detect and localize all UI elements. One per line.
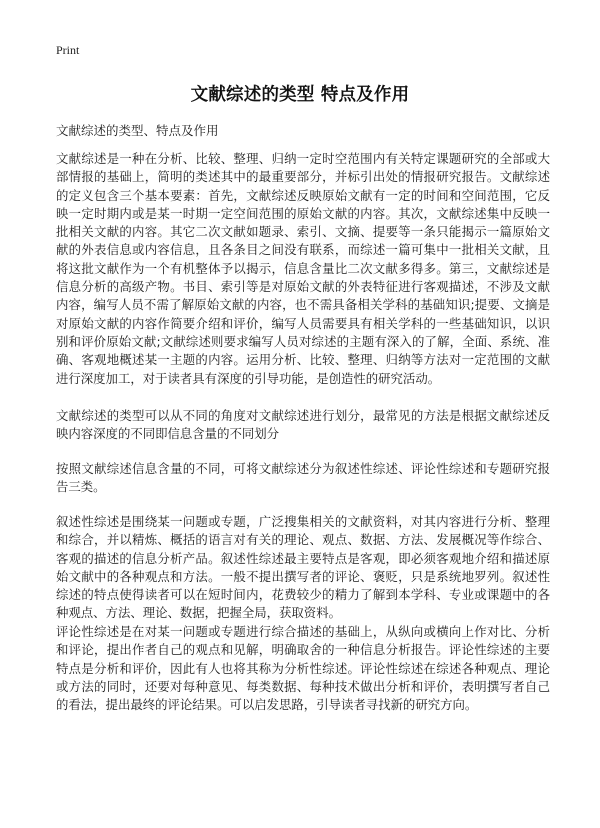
paragraph-definition: 文献综述是一种在分析、比较、整理、归纳一定时空范围内有关特定课题研究的全部或大部情报的基础上，简明的类述其中的最重要部分，并标引出处的情报研究报告。文献综述的定义包含三个基本要素：首先，文献综述反映原始文献有一定的时间和空间范围，它反映一定时期内或是某一时期一定空间范围的原始文献的内容。其次，文献综述集中反映一批相关文献的内容。其它二次文献如题录、索引、文摘、提要等一条只能揭示一篇原始文献的外表信息或内容信息，且各条目之间没有联系，而综述一篇可集中一批相关文献，且将这批文献作为一个有机整体予以揭示，信息含量比二次文献多得多。第三，文献综述是信息分析的高级产物。书目、索引等是对原始文献的外表特征进行客观描述，不涉及文献内容，编写人员不需了解原始文献的内容，也不需具备相关学科的基础知识;提要、文摘是对原始文献的内容作简要介绍和评价，编写人员需要具有相关学科的一些基础知识，以识别和评价原始文献;文献综述则要求编写人员对综述的主题有深入的了解，全面、系统、准确、客观地概述某一主题的内容。运用分析、比较、整理、归纳等方法对一定范围的文献进行深度加工，对于读者具有深度的引导功能，是创造性的研究活动。: [56, 151, 550, 386]
page-title: 文献综述的类型 特点及作用: [190, 85, 410, 105]
document-subtitle: 文献综述的类型、特点及作用: [56, 123, 219, 138]
print-link[interactable]: Print: [56, 43, 80, 57]
paragraph-classification: 按照文献综述信息含量的不同，可将文献综述分为叙述性综述、评论性综述和专题研究报告三类。: [56, 461, 550, 495]
paragraph-narrative-review: 叙述性综述是围绕某一问题或专题，广泛搜集相关的文献资料，对其内容进行分析、整理和综合，并以精炼、概括的语言对有关的理论、观点、数据、方法、发展概况等作综合、客观的描述的信息分析产品。叙述性综述最主要特点是客观，即必须客观地介绍和描述原始文献中的各种观点和方法。一般不提出撰写者的评论、褒贬，只是系统地罗列。叙述性综述的特点使得读者可以在短时间内，花费较少的精力了解到本学科、专业或课题中的各种观点、方法、理论、数据，把握全局，获取资料。: [56, 514, 550, 621]
paragraph-types-intro: 文献综述的类型可以从不同的角度对文献综述进行划分，最常见的方法是根据文献综述反映内容深度的不同即信息含量的不同划分: [56, 408, 550, 442]
paragraph-critical-review: 评论性综述是在对某一问题或专题进行综合描述的基础上，从纵向或横向上作对比、分析和评论，提出作者自己的观点和见解，明确取舍的一种信息分析报告。评论性综述的主要特点是分析和评价，因此有人也将其称为分析性综述。评论性综述在综述各种观点、理论或方法的同时，还要对每种意见、每类数据、每种技术做出分析和评价，表明撰写者自己的看法，提出最终的评论结果。可以启发思路，引导读者寻找新的研究方向。: [56, 624, 550, 713]
